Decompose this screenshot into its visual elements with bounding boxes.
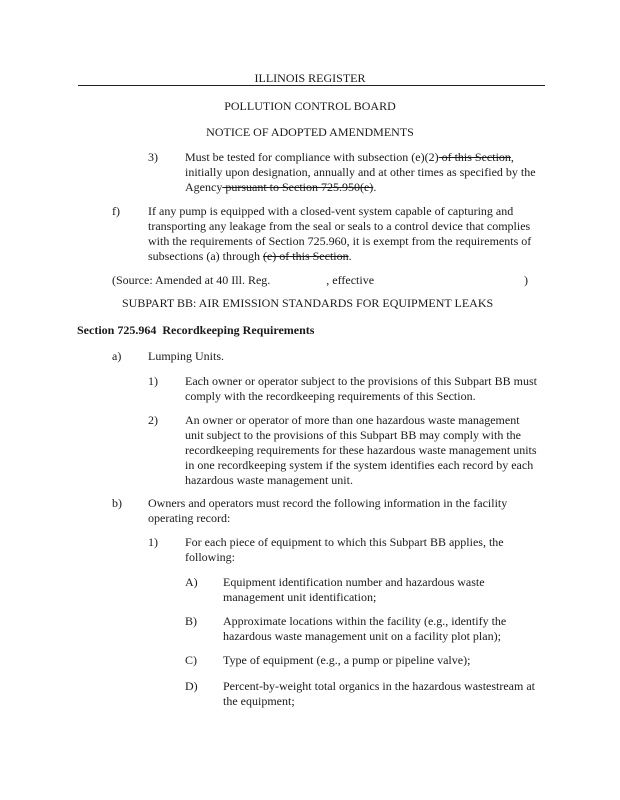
source-prefix: (Source: Amended at 40 Ill. Reg. — [112, 273, 271, 287]
item-a2-number: 2) — [148, 413, 158, 427]
item-3-text-a: Must be tested for compliance with subsection (e)(2) — [185, 150, 439, 164]
item-f-text — [148, 204, 540, 264]
item-b-text: Owners and operators must record the following information in the facility operating record: — [148, 496, 508, 525]
item-f-number: f) — [112, 204, 120, 218]
item-D-number: D) — [185, 679, 198, 693]
source-close: ) — [524, 273, 529, 287]
item-3-deleted-a: of this Section — [438, 150, 511, 164]
source-note — [112, 273, 542, 288]
item-C-number: C) — [185, 653, 197, 667]
item-b1-number: 1) — [148, 535, 158, 549]
item-b1-text: For each piece of equipment to which this Subpart BB applies, the following: — [185, 535, 504, 564]
item-C-text: Type of equipment (e.g., a pump or pipeline valve); — [223, 653, 471, 667]
section-number: Section 725.964 — [77, 323, 157, 337]
item-f-deleted: (e) of this Section — [262, 249, 349, 263]
item-3-deleted-b: pursuant to Section 725.950(e) — [222, 180, 374, 194]
item-a-number: a) — [112, 349, 122, 363]
item-a-text: Lumping Units. — [148, 349, 225, 363]
item-a2-text: An owner or operator of more than one hazardous waste management unit subject to the provisions of this Subpart BB may comply with the recordkeeping requirements for these hazardous waste management units in one recordkeeping system if the system identifies each record by each hazardous waste management unit. — [185, 413, 537, 487]
item-3-number: 3) — [148, 150, 158, 164]
board-name: POLLUTION CONTROL BOARD — [224, 99, 396, 113]
notice-title: NOTICE OF ADOPTED AMENDMENTS — [206, 125, 414, 139]
section-title: Recordkeeping Requirements — [162, 323, 315, 337]
item-B-number: B) — [185, 614, 197, 628]
source-effective: , effective — [326, 273, 375, 287]
register-title: ILLINOIS REGISTER — [254, 71, 366, 85]
item-A-number: A) — [185, 575, 198, 589]
item-3-text — [185, 150, 540, 195]
item-3-text-b: , initially upon designation, annually and at other times as specified by the Agency — [185, 150, 536, 194]
item-A-text: Equipment identification number and hazardous waste management unit identification; — [223, 575, 485, 604]
item-f-text-b: . — [348, 249, 352, 263]
item-a1-number: 1) — [148, 374, 158, 388]
item-3-text-c: . — [373, 180, 377, 194]
section-heading — [77, 323, 314, 338]
item-f-text-a: If any pump is equipped with a closed-vent system capable of capturing and transporting any leakage from the seal or seals to a control device that complies with the requirements of Section 725.960, it is exempt from the requirements of subsections (a) through — [148, 204, 532, 263]
item-D-text: Percent-by-weight total organics in the hazardous wastestream at the equipment; — [223, 679, 536, 708]
item-B-text: Approximate locations within the facility (e.g., identify the hazardous waste management unit on a facility plot plan); — [223, 614, 507, 643]
item-b-number: b) — [112, 496, 122, 510]
item-a1-text: Each owner or operator subject to the provisions of this Subpart BB must comply with the recordkeeping requirements of this Section. — [185, 374, 537, 403]
subpart-heading: SUBPART BB: AIR EMISSION STANDARDS FOR EQUIPMENT LEAKS — [122, 296, 494, 310]
header-rule — [78, 85, 545, 86]
